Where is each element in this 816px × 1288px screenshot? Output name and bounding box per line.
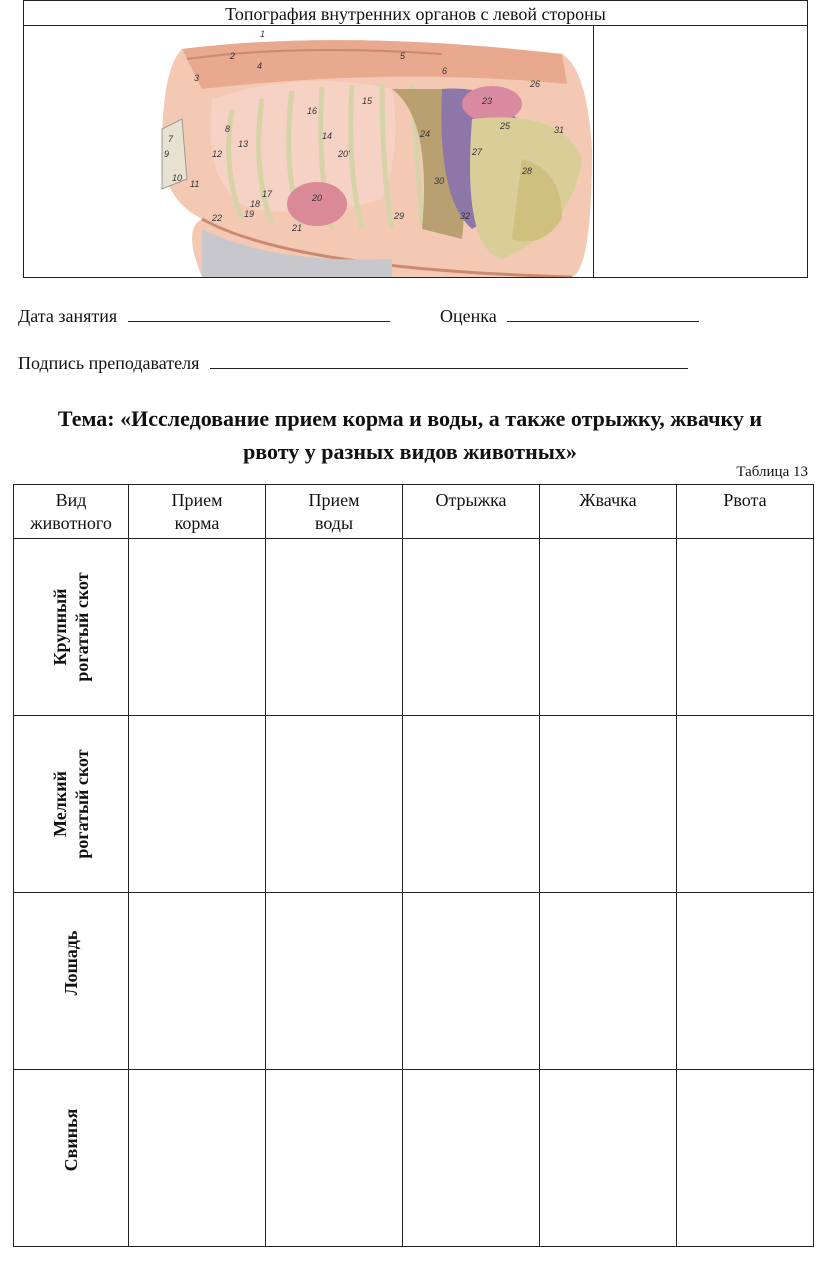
figure-label: 24 <box>420 129 431 139</box>
figure-label: 17 <box>262 189 273 199</box>
figure-label: 28 <box>522 166 533 176</box>
figure-label: 22 <box>212 213 223 223</box>
table-caption: Таблица 13 <box>736 464 808 480</box>
table-cell[interactable] <box>129 716 266 893</box>
grade-label: Оценка <box>440 306 497 326</box>
grade-row <box>440 306 699 327</box>
figure-label: 30 <box>434 176 445 186</box>
figure-label: 1 <box>260 29 266 39</box>
anatomy-illustration <box>142 29 594 277</box>
table-cell[interactable] <box>129 893 266 1070</box>
topic-line-1: Тема: «Исследование прием корма и воды, а также отрыжку, жвачку и <box>57 406 763 431</box>
date-field[interactable] <box>128 307 390 322</box>
table-row <box>14 539 814 716</box>
figure-label: 3 <box>194 73 200 83</box>
figure-label: 14 <box>322 131 333 141</box>
figure-label: 2 <box>230 51 236 61</box>
table-cell[interactable] <box>677 1070 814 1247</box>
table-row <box>14 893 814 1070</box>
figure-label: 27 <box>472 147 483 157</box>
table-cell[interactable] <box>403 539 540 716</box>
figure-label: 10 <box>172 173 183 183</box>
topography-table <box>23 0 808 278</box>
figure-label: 18 <box>250 199 261 209</box>
table-cell[interactable] <box>677 893 814 1070</box>
figure-label: 20' <box>338 149 350 159</box>
row-label-cattle: Крупный рогатый скот <box>14 539 129 716</box>
figure-label: 5 <box>400 51 406 61</box>
table-cell[interactable] <box>677 539 814 716</box>
header-animal-type: Вид животного <box>14 485 129 539</box>
figure-label: 25 <box>500 121 511 131</box>
figure-label: 7 <box>168 134 174 144</box>
table-cell[interactable] <box>677 716 814 893</box>
table-cell[interactable] <box>403 716 540 893</box>
date-label: Дата занятия <box>18 306 118 326</box>
header-eructation: Отрыжка <box>403 485 540 539</box>
table-cell[interactable] <box>266 716 403 893</box>
figure-label: 20 <box>312 193 323 203</box>
figure-label: 12 <box>212 149 223 159</box>
table-cell[interactable] <box>540 1070 677 1247</box>
table-cell[interactable] <box>403 1070 540 1247</box>
topic-heading <box>18 402 802 468</box>
topography-title: Топография внутренних органов с левой стороны <box>24 1 807 26</box>
figure-label: 11 <box>190 179 200 189</box>
table-header-row <box>14 485 814 539</box>
figure-label: 15 <box>362 96 373 106</box>
row-label-small-ruminants: Мелкий рогатый скот <box>14 716 129 893</box>
topic-line-2: рвоту у разных видов животных» <box>243 439 577 464</box>
table-cell[interactable] <box>266 1070 403 1247</box>
table-cell[interactable] <box>540 893 677 1070</box>
header-food-intake: Прием корма <box>129 485 266 539</box>
date-row <box>18 306 390 327</box>
figure-label: 32 <box>460 211 471 221</box>
row-label-horse: Лошадь <box>14 893 129 1070</box>
table-cell[interactable] <box>129 539 266 716</box>
row-label-pig: Свинья <box>14 1070 129 1247</box>
figure-label: 19 <box>244 209 255 219</box>
signature-row <box>18 353 688 374</box>
table-cell[interactable] <box>129 1070 266 1247</box>
figure-label: 16 <box>307 106 318 116</box>
table-row <box>14 1070 814 1247</box>
figure-label: 6 <box>442 66 448 76</box>
figure-label: 9 <box>164 149 170 159</box>
header-rumination: Жвачка <box>540 485 677 539</box>
figure-label: 8 <box>225 124 231 134</box>
figure-label: 31 <box>554 125 565 135</box>
table-cell[interactable] <box>266 539 403 716</box>
table-cell[interactable] <box>266 893 403 1070</box>
table-cell[interactable] <box>540 716 677 893</box>
table-cell[interactable] <box>403 893 540 1070</box>
table-row <box>14 716 814 893</box>
figure-label: 29 <box>394 211 405 221</box>
figure-label: 23 <box>482 96 493 106</box>
figure-label: 26 <box>530 79 541 89</box>
header-vomiting: Рвота <box>677 485 814 539</box>
figure-label: 4 <box>257 61 263 71</box>
signature-field[interactable] <box>210 354 688 369</box>
observation-table <box>13 484 814 1247</box>
header-water-intake: Прием воды <box>266 485 403 539</box>
table-cell[interactable] <box>540 539 677 716</box>
signature-label: Подпись преподавателя <box>18 353 200 373</box>
grade-field[interactable] <box>507 307 699 322</box>
figure-label: 13 <box>238 139 249 149</box>
figure-label: 21 <box>292 223 303 233</box>
